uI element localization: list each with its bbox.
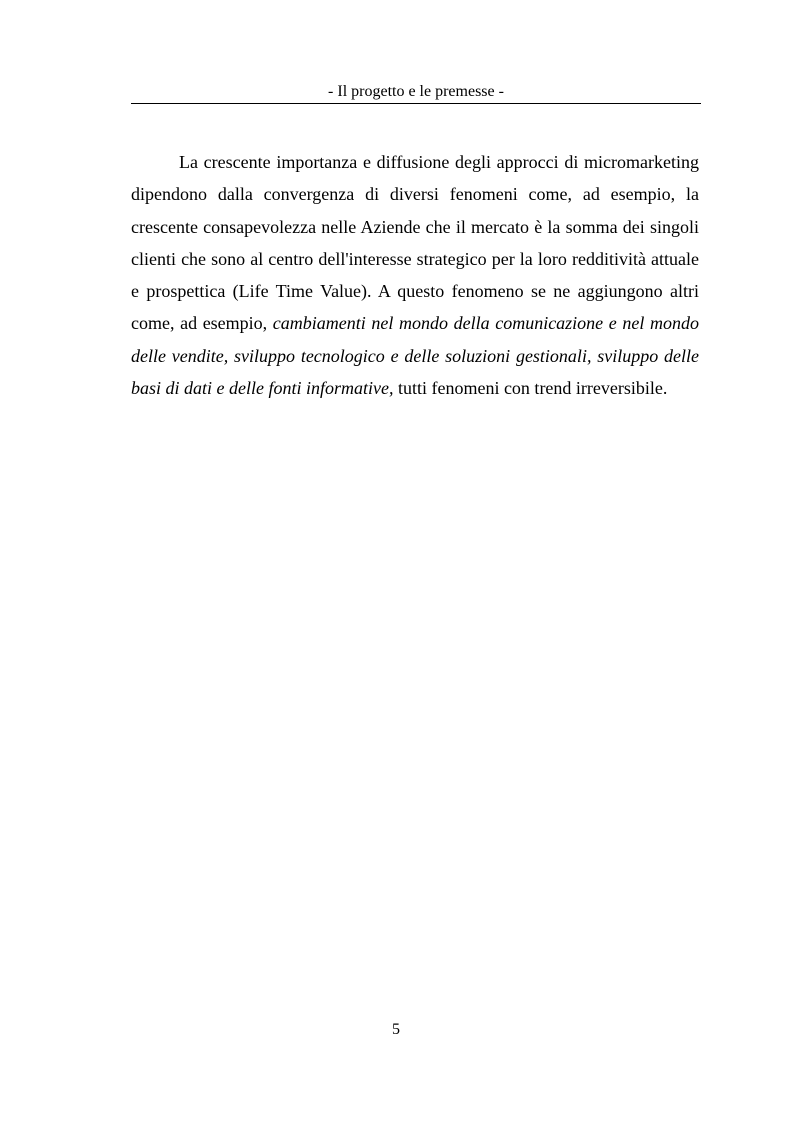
paragraph-text-regular: La crescente importanza e diffusione degli approcci di micromarketing dipendono dalla convergenza di diversi fenomeni come, ad esempio, la crescente consapevolezza nelle Aziende che il mercato è la somma dei singoli clienti che sono al centro dell'interesse strategico per la loro redditività attuale e prospettica (Life Time Value). A questo fenomeno se ne aggiungono altri come, ad esempio, (131, 152, 699, 334)
header-divider (131, 103, 701, 104)
page-number: 5 (392, 1021, 400, 1038)
paragraph-text-italic: cambiamenti nel mondo della comunicazione e nel mondo delle vendite, sviluppo tecnologico e delle soluzioni gestionali, sviluppo delle basi di dati e delle fonti informative, (131, 313, 699, 399)
body-paragraph (131, 146, 699, 404)
paragraph-text-closing: tutti fenomeni con trend irreversibile. (393, 378, 668, 399)
running-header: - Il progetto e le premesse - (328, 83, 504, 100)
